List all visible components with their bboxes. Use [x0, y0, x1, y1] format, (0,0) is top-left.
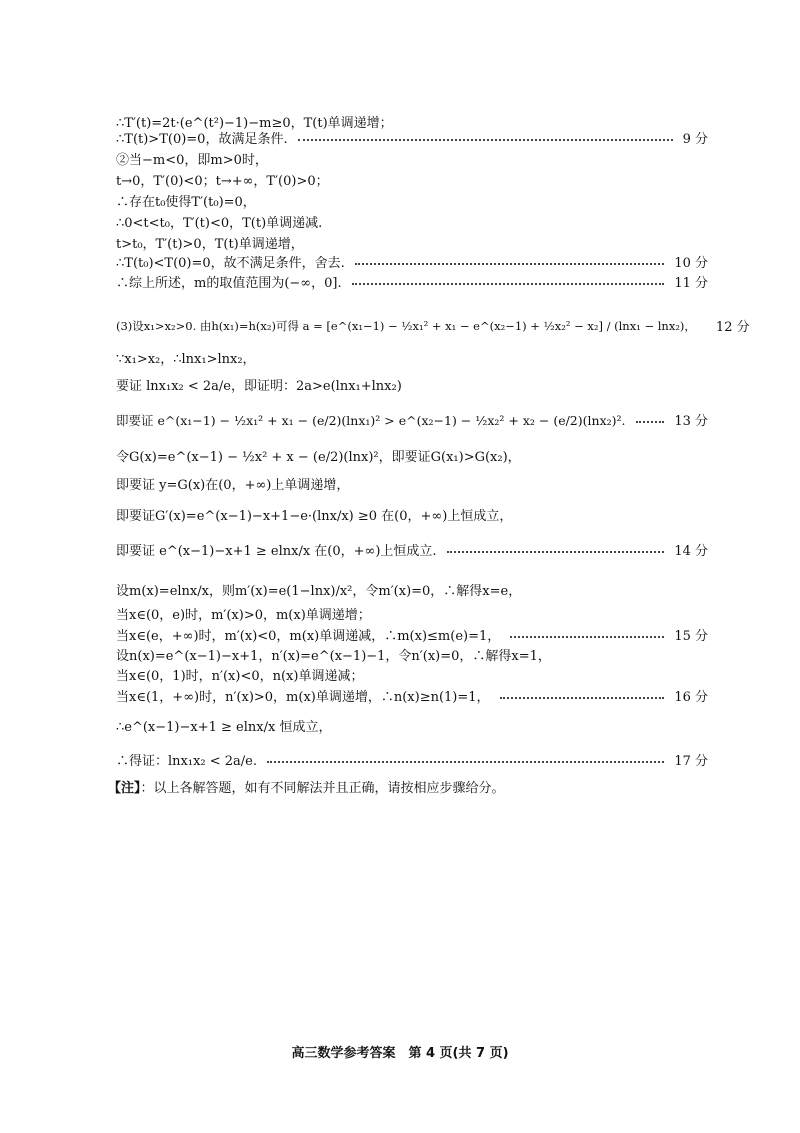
line-text: 当x∈(0，1)时，n′(x)<0，n(x)单调递减； — [116, 669, 364, 684]
line-text: ∴0<t<t₀，T′(t)<0，T(t)单调递减. — [116, 216, 323, 231]
line-text: 当x∈(1，+∞)时，n′(x)>0，m(x)单调递增，∴n(x)≥n(1)=1， — [116, 690, 490, 705]
solution-line — [116, 750, 708, 769]
line-text: 要证 lnx₁x₂ < 2a/e，即证明：2a>e(lnx₁+lnx₂) — [116, 379, 402, 394]
line-text: ∴T′(t)=2t·(e^(t²)−1)−m≥0，T(t)单调递增； — [116, 116, 393, 131]
dot-leader — [447, 551, 665, 553]
line-text: ∴e^(x−1)−x+1 ≥ elnx/x 恒成立， — [116, 720, 332, 735]
solution-line — [116, 716, 708, 735]
solution-line — [116, 149, 708, 168]
dot-leader — [298, 139, 673, 141]
solution-line — [116, 233, 708, 252]
line-text: 设m(x)=elnx/x，则m′(x)=e(1−lnx)/x²，令m′(x)=0，∴解得x=e， — [116, 584, 522, 599]
dot-leader — [636, 421, 665, 423]
line-text: t>t₀，T′(t)>0，T(t)单调递增， — [116, 237, 304, 252]
dot-leader — [510, 636, 664, 638]
line-text: 即要证G′(x)=e^(x−1)−x+1−e·(lnx/x) ≥0 在(0，+∞)上恒成立， — [116, 509, 513, 524]
line-text: (3)设x₁>x₂>0. 由h(x₁)=h(x₂)可得 a = [e^(x₁−1) − ½x₁² + x₁ − e^(x₂−1) + ½x₂² − x₂] / (lnx₁ − lnx₂)， — [116, 318, 696, 333]
note-tag: 【注】 — [108, 781, 141, 796]
line-text: t→0，T′(0)<0；t→+∞，T′(0)>0； — [116, 174, 329, 189]
line-text: 当x∈(e，+∞)时，m′(x)<0，m(x)单调递减，∴m(x)≤m(e)=1， — [116, 629, 501, 644]
line-text: ∵x₁>x₂，∴lnx₁>lnx₂， — [116, 352, 256, 367]
dot-leader — [355, 263, 665, 265]
line-text: 当x∈(0，e)时，m′(x)>0，m(x)单调递增； — [116, 608, 371, 623]
dot-leader — [267, 761, 664, 763]
solution-line — [116, 474, 708, 493]
solution-line — [116, 604, 708, 623]
line-text: 即要证 y=G(x)在(0，+∞)上单调递增， — [116, 478, 350, 493]
solution-line — [116, 128, 708, 147]
line-text: ∴存在t₀使得T′(t₀)=0， — [116, 195, 256, 210]
solution-line — [116, 191, 708, 210]
solution-line — [116, 625, 708, 644]
score-label: 12 分 — [715, 320, 750, 335]
line-text: ∴T(t₀)<T(0)=0，故不满足条件，舍去. — [116, 256, 345, 271]
score-label: 16 分 — [674, 690, 708, 705]
line-text: ②当−m<0，即m>0时， — [116, 153, 268, 168]
score-label: 14 分 — [674, 544, 708, 559]
solution-line — [116, 212, 708, 231]
solution-line — [116, 272, 708, 291]
dot-leader — [352, 283, 665, 285]
score-label: 9 分 — [682, 132, 708, 147]
solution-line — [116, 665, 708, 684]
solution-line — [116, 686, 708, 705]
score-label: 13 分 — [674, 414, 708, 429]
solution-line — [116, 348, 708, 367]
solution-line — [116, 505, 708, 524]
solution-line — [116, 252, 708, 271]
solution-line — [116, 170, 708, 189]
line-text: 即要证 e^(x₁−1) − ½x₁² + x₁ − (e/2)(lnx₁)² > e^(x₂−1) − ½x₂² + x₂ − (e/2)(lnx₂)². — [116, 412, 626, 428]
solution-line — [116, 410, 708, 429]
score-label: 10 分 — [674, 256, 708, 271]
note-text: ：以上各解答题，如有不同解法并且正确，请按相应步骤给分。 — [140, 781, 505, 796]
solution-line — [116, 316, 750, 335]
solution-line — [116, 375, 708, 394]
grading-note — [108, 777, 505, 796]
solution-line — [116, 446, 708, 465]
page-footer: 高三数学参考答案 第 4 页(共 7 页) — [291, 1046, 509, 1061]
line-text: ∴T(t)>T(0)=0，故满足条件. — [116, 132, 288, 147]
score-label: 15 分 — [674, 629, 708, 644]
score-label: 11 分 — [674, 276, 708, 291]
line-text: 设n(x)=e^(x−1)−x+1，n′(x)=e^(x−1)−1，令n′(x)=0，∴解得x=1， — [116, 649, 551, 664]
solution-line — [116, 645, 708, 664]
line-text: ∴得证：lnx₁x₂ < 2a/e. — [116, 754, 258, 769]
line-text: 令G(x)=e^(x−1) − ½x² + x − (e/2)(lnx)²，即要证G(x₁)>G(x₂)， — [116, 450, 521, 465]
line-text: 即要证 e^(x−1)−x+1 ≥ elnx/x 在(0，+∞)上恒成立. — [116, 544, 437, 559]
solution-line — [116, 540, 708, 559]
solution-line — [116, 580, 708, 599]
line-text: ∴综上所述，m的取值范围为(−∞，0]. — [116, 276, 342, 291]
score-label: 17 分 — [674, 754, 708, 769]
dot-leader — [500, 697, 665, 699]
